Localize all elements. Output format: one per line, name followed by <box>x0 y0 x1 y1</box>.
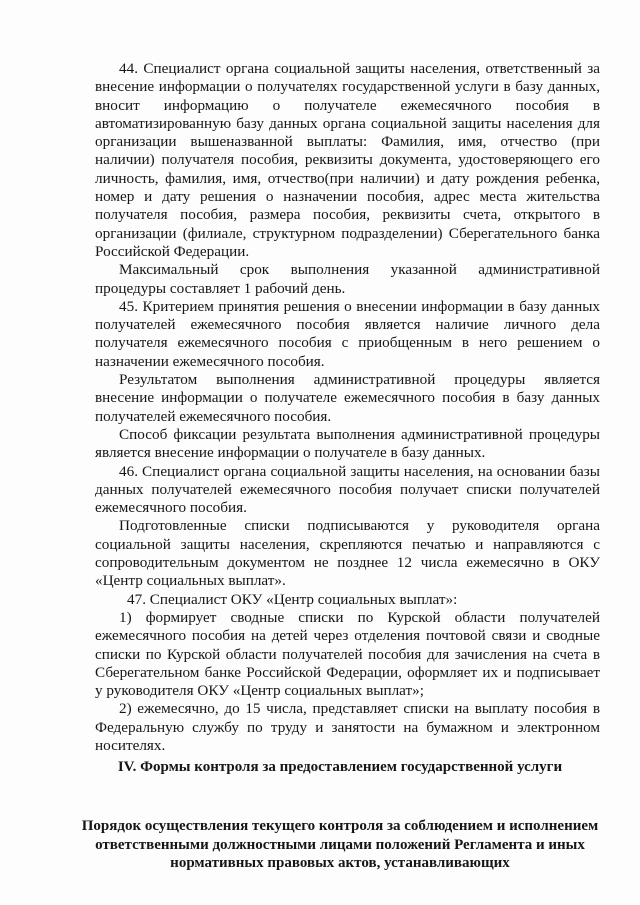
paragraph-46-lists: Подготовленные списки подписываются у руководителя органа социальной защиты населения, скрепляются печатью и направляются с сопроводительным документом не позднее 12 числа ежемесячно в ОКУ «Центр социальных выплат». <box>95 517 600 590</box>
paragraph-45-result: Результатом выполнения административной процедуры является внесение информации о получателе ежемесячного пособия в базу данных получателей ежемесячного пособия. <box>95 371 600 425</box>
paragraph-45: 45. Критерием принятия решения о внесении информации в базу данных получателей ежемесячного пособия является наличие личного дела получателя ежемесячного пособия с приобщенным в него решением о назначении ежемесячного пособия. <box>95 297 600 370</box>
paragraph-44-deadline: Максимальный срок выполнения указанной административной процедуры составляет 1 рабочий день. <box>95 261 600 297</box>
document-body <box>95 60 600 755</box>
subsection-heading: Порядок осуществления текущего контроля за соблюдением и исполнением ответственными должностными лицами положений Регламента и иных нормативных правовых актов, устанавливающих <box>81 818 599 871</box>
paragraph-47-item-2: 2) ежемесячно, до 15 числа, представляет списки на выплату пособия в Федеральную службу по труду и занятости на бумажном и электронном носителях. <box>95 700 600 754</box>
paragraph-47-item-1: 1) формирует сводные списки по Курской области получателей ежемесячного пособия на детей через отделения почтовой связи и сводные списки по Курской области получателей пособия для зачисления на счета в Сберегательном банке Российской Федерации, оформляет их и подписывает у руководителя ОКУ «Центр социальных выплат»; <box>95 608 600 700</box>
paragraph-45-fixation: Способ фиксации результата выполнения административной процедуры является внесение информации о получателе в базу данных. <box>95 425 600 462</box>
paragraph-47: 47. Специалист ОКУ «Центр социальных выплат»: <box>127 590 458 608</box>
paragraph-44: 44. Специалист органа социальной защиты населения, ответственный за внесение информации о получателях государственной услуги в базу данных, вносит информацию о получателе ежемесячного пособия в автоматизированную базу данных органа социальной защиты населения для организации вышеназванной выплаты: Фамилия, имя, отчество (при наличии) получателя пособия, реквизиты документа, удостоверяющего его личность, фамилия, имя, отчество(при наличии) и дату рождения ребенка, номер и дату решения о назначении пособия, адрес места жительства получателя пособия, размера пособия, реквизиты счета, открытого в организации (филиале, структурном подразделении) Сберегательного банка Российской Федерации. <box>95 60 600 260</box>
paragraph-46: 46. Специалист органа социальной защиты населения, на основании базы данных получателей ежемесячного пособия получает списки получателей ежемесячного пособия. <box>95 462 600 517</box>
section-heading: IV. Формы контроля за предоставлением государственной услуги <box>117 759 563 775</box>
